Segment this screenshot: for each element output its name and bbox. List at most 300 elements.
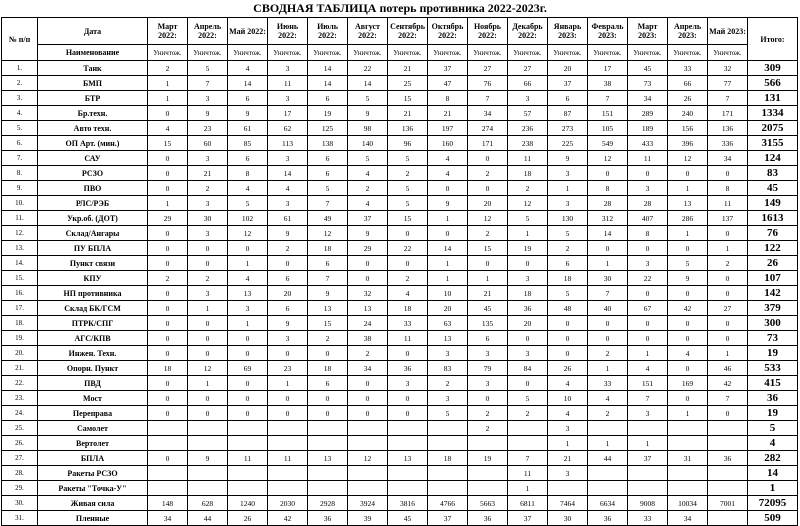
row-name: ПВД — [38, 376, 148, 391]
value-cell: 21 — [548, 451, 588, 466]
row-name: ПУ БПЛА — [38, 241, 148, 256]
table-row — [2, 361, 798, 376]
value-cell: 8 — [228, 166, 268, 181]
value-cell: 4 — [228, 271, 268, 286]
value-cell: 0 — [148, 151, 188, 166]
value-cell: 5 — [428, 406, 468, 421]
row-number: 16. — [2, 286, 38, 301]
value-cell: 7464 — [548, 496, 588, 511]
value-cell: 0 — [148, 181, 188, 196]
row-total: 131 — [748, 91, 798, 106]
value-cell: 6 — [308, 256, 348, 271]
value-cell: 37 — [628, 451, 668, 466]
value-cell — [628, 481, 668, 496]
value-cell: 5 — [188, 61, 228, 76]
value-cell: 5 — [548, 226, 588, 241]
value-cell: 12 — [668, 151, 708, 166]
value-cell: 20 — [268, 286, 308, 301]
value-cell: 36 — [508, 301, 548, 316]
header-month: Март 2022: — [148, 18, 188, 45]
value-cell: 171 — [708, 106, 748, 121]
row-total: 122 — [748, 241, 798, 256]
value-cell: 0 — [348, 256, 388, 271]
value-cell: 0 — [468, 151, 508, 166]
value-cell: 19 — [508, 241, 548, 256]
value-cell: 0 — [668, 241, 708, 256]
value-cell: 31 — [668, 451, 708, 466]
value-cell: 77 — [708, 76, 748, 91]
row-total: 300 — [748, 316, 798, 331]
value-cell — [388, 436, 428, 451]
row-number: 8. — [2, 166, 38, 181]
table-row — [2, 436, 798, 451]
value-cell — [148, 466, 188, 481]
value-cell — [428, 436, 468, 451]
value-cell: 135 — [468, 316, 508, 331]
value-cell: 160 — [428, 136, 468, 151]
value-cell: 13 — [308, 451, 348, 466]
row-number: 17. — [2, 301, 38, 316]
value-cell: 2 — [388, 271, 428, 286]
value-cell: 169 — [668, 376, 708, 391]
value-cell — [588, 466, 628, 481]
value-cell: 0 — [148, 346, 188, 361]
value-cell: 10 — [548, 391, 588, 406]
value-cell: 2 — [468, 421, 508, 436]
value-cell: 0 — [188, 316, 228, 331]
value-cell: 13 — [348, 301, 388, 316]
value-cell: 36 — [388, 361, 428, 376]
row-number: 19. — [2, 331, 38, 346]
value-cell: 0 — [468, 256, 508, 271]
value-cell: 0 — [228, 391, 268, 406]
value-cell: 0 — [668, 286, 708, 301]
value-cell: 28 — [588, 196, 628, 211]
header-month: Октябрь 2022: — [428, 18, 468, 45]
value-cell: 5 — [508, 391, 548, 406]
value-cell — [188, 481, 228, 496]
value-cell: 3 — [628, 256, 668, 271]
row-name: ПВО — [38, 181, 148, 196]
value-cell: 15 — [148, 136, 188, 151]
table-row — [2, 76, 798, 91]
row-total: 4 — [748, 436, 798, 451]
value-cell: 0 — [548, 316, 588, 331]
value-cell: 0 — [588, 166, 628, 181]
value-cell: 0 — [308, 346, 348, 361]
value-cell: 38 — [348, 331, 388, 346]
value-cell — [228, 436, 268, 451]
value-cell: 14 — [308, 61, 348, 76]
value-cell: 9 — [308, 286, 348, 301]
value-cell: 9 — [548, 151, 588, 166]
value-cell: 2 — [148, 271, 188, 286]
header-units-row — [2, 45, 798, 61]
value-cell — [228, 421, 268, 436]
value-cell: 4766 — [428, 496, 468, 511]
value-cell: 8 — [588, 181, 628, 196]
row-name: НП противника — [38, 286, 148, 301]
value-cell: 15 — [388, 91, 428, 106]
row-number: 22. — [2, 376, 38, 391]
value-cell — [708, 436, 748, 451]
value-cell: 130 — [548, 211, 588, 226]
value-cell: 12 — [468, 211, 508, 226]
value-cell: 15 — [388, 211, 428, 226]
value-cell: 15 — [308, 316, 348, 331]
value-cell: 11 — [708, 196, 748, 211]
value-cell: 5 — [388, 151, 428, 166]
value-cell: 46 — [708, 361, 748, 376]
value-cell: 12 — [588, 151, 628, 166]
value-cell: 34 — [348, 361, 388, 376]
row-name: Склад/Ангары — [38, 226, 148, 241]
value-cell — [188, 466, 228, 481]
value-cell: 5 — [308, 181, 348, 196]
row-number: 24. — [2, 406, 38, 421]
row-number: 26. — [2, 436, 38, 451]
value-cell — [508, 421, 548, 436]
value-cell: 22 — [348, 61, 388, 76]
row-name: Пленные — [38, 511, 148, 526]
row-number: 28. — [2, 466, 38, 481]
value-cell: 3 — [188, 196, 228, 211]
row-total: 2075 — [748, 121, 798, 136]
value-cell — [188, 436, 228, 451]
value-cell: 0 — [668, 316, 708, 331]
value-cell: 10 — [428, 286, 468, 301]
value-cell: 30 — [188, 211, 228, 226]
value-cell: 0 — [628, 241, 668, 256]
value-cell: 1 — [268, 376, 308, 391]
table-row — [2, 406, 798, 421]
value-cell: 36 — [708, 451, 748, 466]
value-cell: 0 — [268, 256, 308, 271]
table-row — [2, 181, 798, 196]
value-cell: 18 — [548, 271, 588, 286]
table-row — [2, 196, 798, 211]
value-cell: 3 — [268, 61, 308, 76]
value-cell: 11 — [508, 151, 548, 166]
table-row — [2, 481, 798, 496]
value-cell: 12 — [308, 226, 348, 241]
value-cell: 37 — [508, 511, 548, 526]
value-cell: 0 — [148, 241, 188, 256]
value-cell — [148, 481, 188, 496]
value-cell — [708, 421, 748, 436]
header-month: Январь 2023: — [548, 18, 588, 45]
header-months-row — [2, 18, 798, 45]
value-cell: 73 — [628, 76, 668, 91]
value-cell: 0 — [348, 271, 388, 286]
row-number: 6. — [2, 136, 38, 151]
row-number: 30. — [2, 496, 38, 511]
value-cell — [428, 481, 468, 496]
value-cell — [708, 481, 748, 496]
value-cell: 0 — [548, 331, 588, 346]
value-cell: 6 — [308, 376, 348, 391]
value-cell: 238 — [508, 136, 548, 151]
value-cell: 6 — [308, 151, 348, 166]
value-cell: 32 — [708, 61, 748, 76]
value-cell: 0 — [228, 406, 268, 421]
table-row — [2, 106, 798, 121]
value-cell: 2 — [268, 241, 308, 256]
value-cell: 274 — [468, 121, 508, 136]
value-cell: 1 — [428, 256, 468, 271]
value-cell: 37 — [548, 76, 588, 91]
value-cell: 63 — [428, 316, 468, 331]
value-cell: 9 — [228, 106, 268, 121]
value-cell: 289 — [628, 106, 668, 121]
value-cell: 60 — [188, 136, 228, 151]
value-cell: 0 — [348, 391, 388, 406]
value-cell: 4 — [628, 361, 668, 376]
value-cell: 0 — [188, 346, 228, 361]
header-month: Сентябрь 2022: — [388, 18, 428, 45]
value-cell: 7 — [188, 76, 228, 91]
value-cell: 1 — [708, 346, 748, 361]
value-cell: 0 — [628, 331, 668, 346]
value-cell: 5 — [668, 256, 708, 271]
value-cell: 20 — [548, 61, 588, 76]
row-total: 26 — [748, 256, 798, 271]
table-row — [2, 391, 798, 406]
value-cell: 0 — [708, 286, 748, 301]
value-cell: 14 — [348, 76, 388, 91]
row-number: 29. — [2, 481, 38, 496]
value-cell: 79 — [468, 361, 508, 376]
table-row — [2, 226, 798, 241]
value-cell: 102 — [228, 211, 268, 226]
header-name: Наименование — [38, 45, 148, 61]
row-number: 10. — [2, 196, 38, 211]
header-unit: Уничтож. — [348, 45, 388, 61]
value-cell: 5 — [388, 196, 428, 211]
value-cell: 0 — [668, 331, 708, 346]
value-cell: 23 — [268, 361, 308, 376]
value-cell: 85 — [228, 136, 268, 151]
value-cell — [468, 466, 508, 481]
row-number: 1. — [2, 61, 38, 76]
value-cell: 34 — [668, 511, 708, 526]
value-cell: 2 — [188, 181, 228, 196]
value-cell — [588, 421, 628, 436]
value-cell: 5663 — [468, 496, 508, 511]
value-cell: 0 — [188, 241, 228, 256]
value-cell: 4 — [268, 181, 308, 196]
value-cell: 0 — [148, 301, 188, 316]
table-row — [2, 346, 798, 361]
value-cell: 0 — [228, 346, 268, 361]
value-cell: 27 — [468, 61, 508, 76]
value-cell: 6811 — [508, 496, 548, 511]
value-cell — [268, 466, 308, 481]
value-cell: 26 — [228, 511, 268, 526]
value-cell: 9 — [188, 451, 228, 466]
value-cell: 20 — [508, 316, 548, 331]
value-cell — [428, 421, 468, 436]
value-cell: 42 — [668, 301, 708, 316]
value-cell: 18 — [308, 361, 348, 376]
row-name: Авто техн. — [38, 121, 148, 136]
value-cell: 6 — [548, 91, 588, 106]
row-number: 27. — [2, 451, 38, 466]
value-cell: 11 — [268, 451, 308, 466]
row-name: Укр.об. (ДОТ) — [38, 211, 148, 226]
value-cell — [188, 421, 228, 436]
value-cell: 0 — [708, 331, 748, 346]
value-cell: 3 — [628, 181, 668, 196]
value-cell: 20 — [468, 196, 508, 211]
value-cell: 21 — [188, 166, 228, 181]
value-cell: 17 — [588, 61, 628, 76]
row-name: БПЛА — [38, 451, 148, 466]
value-cell: 7 — [508, 451, 548, 466]
value-cell: 1 — [468, 271, 508, 286]
row-total: 1 — [748, 481, 798, 496]
value-cell: 2 — [348, 346, 388, 361]
value-cell: 9 — [188, 106, 228, 121]
value-cell: 0 — [308, 391, 348, 406]
row-name: РСЗО — [38, 166, 148, 181]
header-unit: Уничтож. — [588, 45, 628, 61]
value-cell: 34 — [708, 151, 748, 166]
row-total: 83 — [748, 166, 798, 181]
value-cell: 3 — [508, 91, 548, 106]
value-cell: 0 — [468, 391, 508, 406]
value-cell: 3 — [268, 331, 308, 346]
header-unit: Уничтож. — [148, 45, 188, 61]
value-cell: 21 — [428, 106, 468, 121]
value-cell: 2 — [148, 61, 188, 76]
row-number: 4. — [2, 106, 38, 121]
value-cell: 4 — [228, 61, 268, 76]
value-cell: 0 — [628, 286, 668, 301]
value-cell: 39 — [348, 511, 388, 526]
row-total: 149 — [748, 196, 798, 211]
header-unit: Уничтож. — [268, 45, 308, 61]
value-cell: 33 — [628, 511, 668, 526]
value-cell: 18 — [308, 241, 348, 256]
value-cell: 45 — [388, 511, 428, 526]
value-cell: 6 — [268, 301, 308, 316]
value-cell: 1 — [148, 76, 188, 91]
value-cell: 0 — [708, 226, 748, 241]
value-cell: 84 — [508, 361, 548, 376]
row-number: 23. — [2, 391, 38, 406]
value-cell: 0 — [148, 256, 188, 271]
value-cell: 38 — [588, 76, 628, 91]
value-cell: 19 — [308, 106, 348, 121]
value-cell: 19 — [468, 451, 508, 466]
value-cell — [548, 481, 588, 496]
header-unit: Уничтож. — [468, 45, 508, 61]
value-cell: 4 — [588, 391, 628, 406]
value-cell: 0 — [148, 376, 188, 391]
value-cell: 8 — [428, 91, 468, 106]
value-cell: 0 — [668, 166, 708, 181]
value-cell: 1 — [588, 361, 628, 376]
value-cell: 6 — [468, 331, 508, 346]
value-cell: 3924 — [348, 496, 388, 511]
value-cell: 10034 — [668, 496, 708, 511]
value-cell: 1 — [228, 256, 268, 271]
value-cell: 30 — [588, 271, 628, 286]
row-number: 15. — [2, 271, 38, 286]
header-month: Июнь 2022: — [268, 18, 308, 45]
value-cell — [508, 436, 548, 451]
value-cell: 6634 — [588, 496, 628, 511]
value-cell: 2928 — [308, 496, 348, 511]
table-row — [2, 151, 798, 166]
value-cell — [308, 436, 348, 451]
value-cell: 4 — [148, 121, 188, 136]
value-cell: 22 — [628, 271, 668, 286]
header-month: Апрель 2022: — [188, 18, 228, 45]
value-cell — [668, 421, 708, 436]
value-cell: 0 — [588, 316, 628, 331]
value-cell: 0 — [708, 166, 748, 181]
table-title: СВОДНАЯ ТАБЛИЦА потерь противника 2022-2023г. — [253, 1, 547, 15]
value-cell: 27 — [508, 61, 548, 76]
value-cell: 1 — [588, 256, 628, 271]
row-number: 12. — [2, 226, 38, 241]
value-cell: 11 — [388, 331, 428, 346]
header-month: Март 2023: — [628, 18, 668, 45]
value-cell: 11 — [508, 466, 548, 481]
row-total: 533 — [748, 361, 798, 376]
value-cell: 25 — [388, 76, 428, 91]
value-cell — [468, 481, 508, 496]
value-cell: 1 — [428, 211, 468, 226]
value-cell: 13 — [308, 301, 348, 316]
value-cell: 240 — [668, 106, 708, 121]
value-cell: 0 — [188, 331, 228, 346]
row-name: Опорн. Пункт — [38, 361, 148, 376]
value-cell: 9008 — [628, 496, 668, 511]
value-cell: 151 — [588, 106, 628, 121]
value-cell: 273 — [548, 121, 588, 136]
value-cell — [148, 421, 188, 436]
header-unit: Уничтож. — [548, 45, 588, 61]
value-cell — [308, 421, 348, 436]
row-total: 76 — [748, 226, 798, 241]
value-cell: 433 — [628, 136, 668, 151]
value-cell: 7 — [628, 391, 668, 406]
value-cell: 4 — [428, 166, 468, 181]
value-cell: 6 — [548, 256, 588, 271]
row-name: Танк — [38, 61, 148, 76]
value-cell: 136 — [388, 121, 428, 136]
value-cell: 8 — [628, 226, 668, 241]
value-cell: 61 — [268, 211, 308, 226]
value-cell: 45 — [628, 61, 668, 76]
row-total: 1613 — [748, 211, 798, 226]
value-cell: 4 — [228, 181, 268, 196]
value-cell: 14 — [228, 76, 268, 91]
row-number: 5. — [2, 121, 38, 136]
value-cell: 4 — [388, 286, 428, 301]
value-cell: 0 — [588, 331, 628, 346]
value-cell: 136 — [708, 121, 748, 136]
value-cell: 407 — [628, 211, 668, 226]
value-cell: 33 — [588, 376, 628, 391]
value-cell: 47 — [428, 76, 468, 91]
value-cell: 1 — [548, 181, 588, 196]
value-cell: 37 — [428, 511, 468, 526]
row-number: 13. — [2, 241, 38, 256]
